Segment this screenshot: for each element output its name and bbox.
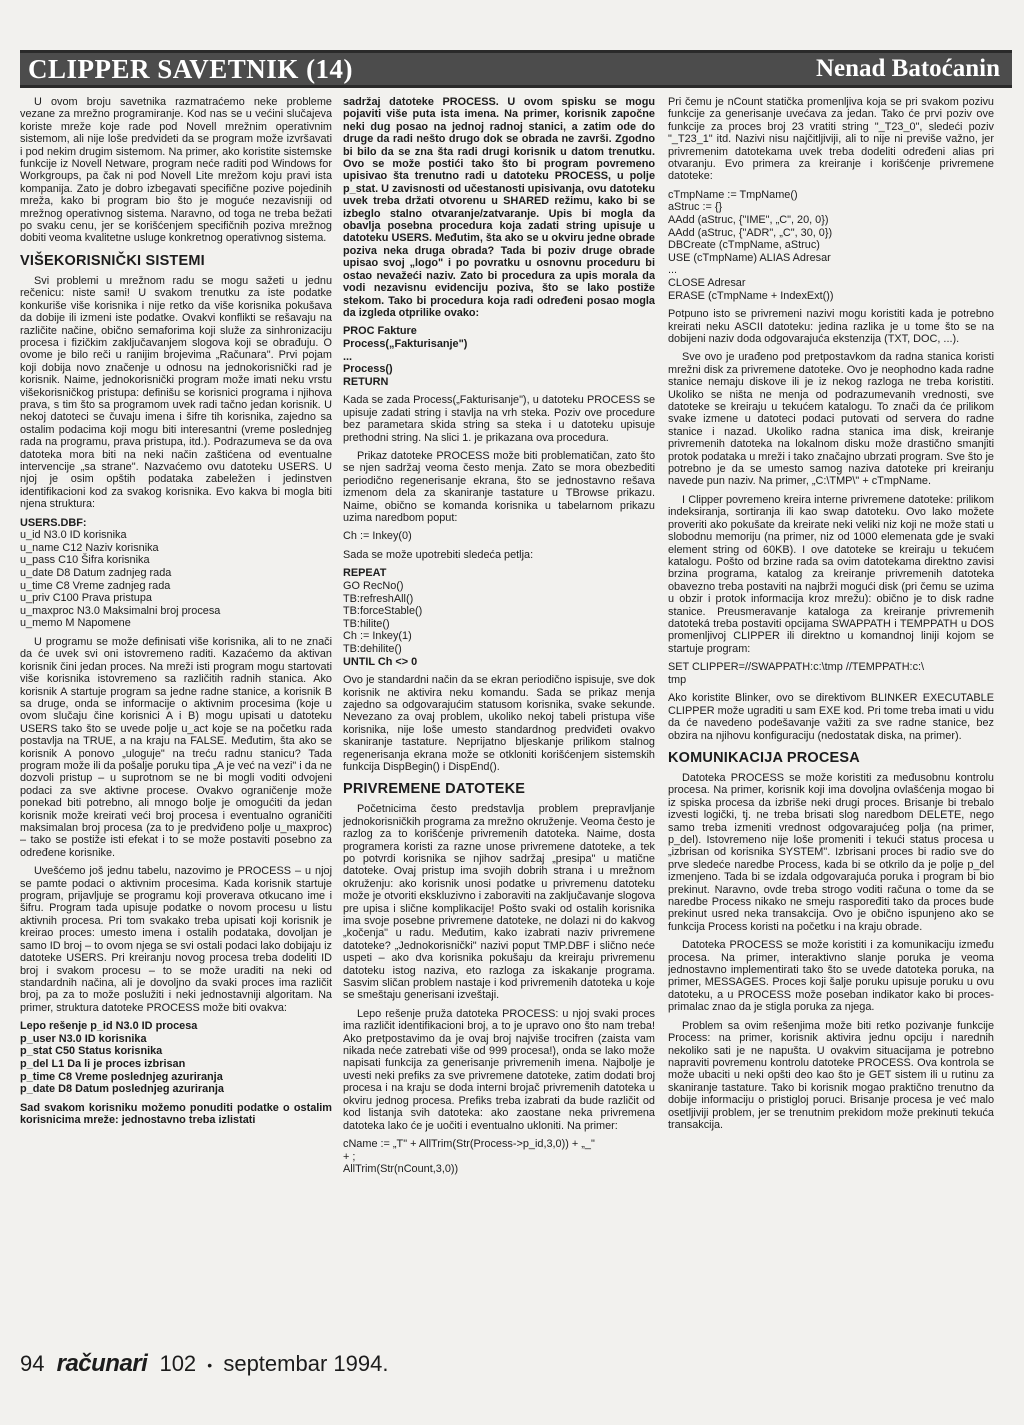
code-line: cName := „T" + AllTrim(Str(Process->p_id,3,0)) + „_" xyxy=(343,1137,595,1150)
paragraph: Sad svakom korisniku možemo ponuditi podatke o ostalim korisnicima mreže: jednostavno treba izlistati xyxy=(20,1101,332,1127)
paragraph: Sada se može upotrebiti sledeća petlja: xyxy=(343,548,534,561)
code-line: Process(„Fakturisanje") xyxy=(343,337,468,350)
paragraph: Prikaz datoteke PROCESS može biti problematičan, zato što se njen sadržaj veoma često menja. Zato se mora obezbediti periodično regenerisanje ekrana, što se jednostavno rešava izmenom dela za skaniranje tastature u TBrowse prikazu. Naime, obično se komanda korisnika u tabelarnom prikazu uzima naredbom poput: xyxy=(343,449,655,524)
code-line: u_time C8 Vreme zadnjeg rada xyxy=(20,579,171,592)
code-line: USERS.DBF: xyxy=(20,516,87,529)
code-line: AAdd (aStruc, {"ADR", „C", 30, 0}) xyxy=(668,226,833,239)
code-cname xyxy=(343,1138,655,1176)
code-line: u_id N3.0 ID korisnika xyxy=(20,529,127,542)
code-line: RETURN xyxy=(343,375,389,388)
section-heading-visekorisnicki: VIŠEKORISNIČKI SISTEMI xyxy=(20,252,205,269)
code-line: ... xyxy=(343,350,353,363)
paragraph: sadržaj datoteke PROCESS. U ovom spisku se mogu pojaviti više puta ista imena. Na primer, korisnik započne neki dug posao na jednoj radnoj stanici, a zatim ode do druge da radi nešto drugo dok se obrada ne završi. Zgodno bi bilo da se zna šta radi drugi korisnik u datom trenutku. Ovo se može postići tako što bi program povremeno upisivao šta trenutno radi u datoteku PROCESS, u polje p_stat. U zavisnosti od učestanosti upisivanja, ovu datoteku uvek treba držati otvorenu u SHARED režimu, kako bi se izbeglo stalno otvaranje/zatvaranje. Upis bi mogla da obavlja posebna procedura koja zadati string upisuje u datoteku USERS. Međutim, šta ako se u okviru jedne obrade poziva neka druga obrada? Tada bi poziv druge obrade upisao svoj „logo" i po povratku u osnovnu proceduru bi ostao nevažeći naziv. Zato bi procedura za upis morala da vodi nezavisnu evidenciju poziva, što se lako postiže stekom. Tako bi procedura koja radi određeni posao mogla da izgleda otprilike ovako: xyxy=(343,96,655,319)
code-line: Ch := Inkey(0) xyxy=(343,530,412,543)
code-line: u_memo M Napomene xyxy=(20,617,131,630)
code-proc-fakture xyxy=(343,325,655,388)
code-line: ERASE (cTmpName + IndexExt()) xyxy=(668,289,834,302)
code-line: + ; xyxy=(343,1150,356,1163)
code-line: tmp xyxy=(668,673,687,686)
code-line: u_priv C100 Prava pristupa xyxy=(20,592,152,605)
paragraph: Ovo je standardni način da se ekran periodično ispisuje, sve dok korisnik ne aktivira neku komandu. Sada se prikaz menja zajedno sa odgovarajućim statusom korisnika, svake sekunde. Nevezano za ovaj problem, ukoliko nekoj tabeli pristupa više korisnika, nije loše umesto standardnog predviđeti ovakvo skaniranje tastature. Neprijatno bljeskanje prilikom stalnog regenerisanja ekrana može se otkloniti korišćenjem sistemskih funkcija DispBegin() i DispEnd(). xyxy=(343,674,655,773)
article-banner xyxy=(20,50,1012,88)
code-line: u_pass C10 Šifra korisnika xyxy=(20,554,150,567)
code-line: UNTIL Ch <> 0 xyxy=(343,655,418,668)
code-line: USE (cTmpName) ALIAS Adresar xyxy=(668,251,831,264)
column-1 xyxy=(20,96,332,1316)
code-line: TB:refreshAll() xyxy=(343,592,414,605)
paragraph: Svi problemi u mrežnom radu se mogu sažeti u jednu rečenicu: niste sami! U svakom trenutku za iste podatke konkuriše više korisnika i nije retko da više korisnika pokušava da dobije ili izmeni iste podatke. Ovakvi konflikti se rešavaju na različite načine, obično semaforima koji služe za sinhronizaciju procesa i fizičkim zaključavanjem slogova koji se obrađuju. O ovome je bilo reči u ranijim brojevima „Računara". Prvi pojam koji dobija novo značenje u odnosu na jednokorisnički rad je korisnik. Naime, jednokorisnički program može imati neku vrstu višekorisničkog pristupa: definišu se korisnici programa i njihova prava, s tim što sa programom uvek radi tačno jedan korisnik. U nekoj datoteci se čuvaju imena i šifre tih korisnika, zajedno sa ostalim podacima koji mogu biti interesantni (vreme poslednjeg rada na programu, prava pristupa, itd.). Podrazumeva se da ova datoteka mora biti na neki način zaštićena od eventualne intervencije „sa strane". Nazvaćemo ovu datoteku USERS. U njoj je osim opštih podataka zabeležen i jedinstven identifikacioni kod za svakog korisnika. Evo kakva bi mogla biti njena struktura: xyxy=(20,274,332,511)
code-line: cTmpName := TmpName() xyxy=(668,188,798,201)
column-2 xyxy=(343,96,655,1316)
code-line: AllTrim(Str(nCount,3,0)) xyxy=(343,1163,459,1176)
code-tmpname xyxy=(668,189,994,302)
section-heading-komunikacija: KOMUNIKACIJA PROCESA xyxy=(668,749,860,766)
code-line: ... xyxy=(668,264,678,277)
section-heading-privremene: PRIVREMENE DATOTEKE xyxy=(343,781,526,798)
code-line: p_time C8 Vreme poslednjeg azuriranja xyxy=(20,1070,223,1083)
paragraph: Ako koristite Blinker, ovo se direktivom BLINKER EXECUTABLE CLIPPER može ugraditi u sam EXE kod. Pri tome treba imati u vidu da će navedeno podešavanje važiti za sve radne stanice, bez obzira na njihovu konfiguraciju (nedostatak diska, na primer). xyxy=(668,692,994,742)
code-line: u_maxproc N3.0 Maksimalni broj procesa xyxy=(20,604,221,617)
code-line: p_date D8 Datum poslednjeg azuriranja xyxy=(20,1083,224,1096)
code-users-structure xyxy=(20,517,332,630)
paragraph: I Clipper povremeno kreira interne privremene datoteke: prilikom indeksiranja, sortiranja ili kao swap datoteku. Ovo lako možete proveriti ako pokušate da kreirate neki veliki niz koji ne može stati u slobodnu memoriju (na primer, niz od 1000 elemenata gde je svaki element string od 60KB). I ove datoteke se kreiraju u tekućem katalogu. Pošto od brzine rada sa ovim datotekama direktno zavisi brzina programa, katalog za kreiranje privremenih datoteka obavezno treba postaviti na najbrži mogući disk (pri čemu se uzima u obzir i protok informacija kroz mrežu): obično je to disk radne stanice. Preusmeravanje kataloga za kreiranje privremenih datoteká treba postaviti opcijama SWAPPATH i TEMPPATH u DOS promenljivoj CLIPPER ili direktno u komandnoj liniji kojom se startuje program: xyxy=(668,493,994,655)
article-title: CLIPPER SAVETNIK (14) xyxy=(28,54,354,84)
code-repeat-loop xyxy=(343,567,655,668)
code-line: SET CLIPPER=//SWAPPATH:c:\tmp //TEMPPATH:c:\ xyxy=(668,661,925,674)
code-process-structure xyxy=(20,1020,332,1096)
code-set-clipper xyxy=(668,661,994,686)
article-author: Nenad Batoćanin xyxy=(815,55,1000,82)
paragraph: Lepo rešenje pruža datoteka PROCESS: u njoj svaki proces ima različit identifikacioni broj, a to je upravo ono što nam treba! Ako pretpostavimo da je ovaj broj najviše trocifren (zaista vam nikada neće zatrebati više od 999 procesa!), onda se lako može napisati funkcija za generisanje privremenih imena. Najbolje je uvesti neki prefiks za sve privremene datoteke, zatim dodati broj procesa i na kraju se doda interni brojač privremenih datoteka u okviru jednog procesa. Prefiks treba izabrati da bude različit od kod listanja svih datoteka: ako zaostane neka privremena datoteka lako će je uočiti i eventualno ukloniti. Na primer: xyxy=(343,1007,655,1132)
paragraph: Datoteka PROCESS se može koristiti i za komunikaciju između procesa. Na primer, interaktivno slanje poruka je veoma jednostavno implementirati tako što se uvede datoteka poruka, na primer, MESSAGES. Proces koji šalje poruku upisuje poruku u ovu datoteku, a u PROCESS može poseban indikator kako bi proces-primalac znao da je stigla poruka za njega. xyxy=(668,939,994,1014)
issue-date: septembar 1994. xyxy=(223,1351,389,1376)
code-line: TB:forceStable() xyxy=(343,605,423,618)
code-line: TB:hilite() xyxy=(343,617,390,630)
code-line: u_name C12 Naziv korisnika xyxy=(20,541,159,554)
paragraph: Problem sa ovim rešenjima može biti retko pozivanje funkcije Process: na primer, korisnik aktivira jednu opciju i narednih nekoliko sati je ne napušta. U ovakvim situacijama je potrebno napraviti povremenu kontrolu datoteke PROCESS. Ova kontrola se može ubaciti u neki opšti deo kao što je GET sistem ili u rutinu za skaniranje tastature. Tako bi korisnik mogao praktično trenutno da dobije informaciju o pristiglој poruci. Brisanje procesa je već malo osetljiviji problem, jer se trenutnim prekidom može prekinuti tekuća transakcija. xyxy=(668,1019,994,1131)
code-line: p_del L1 Da li je proces izbrisan xyxy=(20,1057,186,1070)
code-line: u_date D8 Datum zadnjeg rada xyxy=(20,566,172,579)
page-footer xyxy=(20,1350,620,1378)
paragraph: U programu se može definisati više korisnika, ali to ne znači da će uvek svi oni istovremeno raditi. Kazaćemo da aktivan korisnik čini jedan proces. Na mreži isti program mogu startovati više korisnika istovremeno sa različitih radnih stanica. Ako korisnik A startuje program sa jedne radne stanice, a korisnik B sa druge, onda se informacije o aktivnim procesima (koje u ovom slučaju čine korisnici A i B) mogu upisati u datoteku USERS tako što se uvede polje u_act koje se na početku rada postavlja na TRUE, a na kraju na FALSE. Međutim, šta ako se korisnik A ponovo „uloguje" na treću radnu stanicu? Tada program može ili da pošalje poruku tipa „A je već na vezi" i da ne dozvoli pristup – u suprotnom se ne bi mogli voditi odvojeni podaci za sve aktivne procese. Ovakvo ograničenje može ponekad biti potrebno, ali mnogo bolje je omogućiti da jedan korisnik može kreirati veći broj procesa i eventualno ograničiti maksimalan broj procesa (za to je predviđeno polje u_maxproc) – tako se postiže isti efekat i to se može postaviti posebno za određene korisnike. xyxy=(20,635,332,859)
code-line: DBCreate (cTmpName, aStruc) xyxy=(668,239,820,252)
issue-number: 102 xyxy=(159,1351,197,1376)
paragraph: Kada se zada Process(„Fakturisanje"), u datoteku PROCESS se upisuje zadati string i stavlja na vrh steka. Poziv ove procedure bez parametara skida string sa steka i u datoteku upisuje prethodni string. Na slici 1. je prikazana ova procedura. xyxy=(343,394,655,444)
code-line: CLOSE Adresar xyxy=(668,277,746,289)
paragraph: Sve ovo je urađeno pod pretpostavkom da radna stanica koristi mrežni disk za privremene datoteke. Ovo je neophodno kada radne stanice nemaju diskove ili je iz nekog razloga ne treba koristiti. Ukoliko se ništa ne menja od podrazumevanih vrednosti, sve datoteke se kreiraju u tekućem katalogu. To znači da će prilikom svake izmene u datoteci podaci putovati od servera do radne stanice i nazad. Ukoliko radna stanica ima disk, kreiranje privremenih datoteka na lokalnom disku može drastično smanjiti protok podataka u mreži i tako značajno ubrzati program. Sve što je potrebno je da se umesto samog naziva datoteke pri kreiranju navede pun naziv. Na primer, „C:\TMP\" + cTmpName. xyxy=(668,351,994,488)
code-inkey xyxy=(343,530,655,543)
intro-paragraph: U ovom broju savetnika razmatraćemo neke probleme vezane za mrežno programiranje. Kod nas se u većini slučajeva koriste mreže koje rade pod Novell mrežnim operativnim sistemom, ali nije loše predvideti da se program može izvršavati i pod nekim drugim sistemom. Na primer, ako koristite sistemske funkcije iz Novell Netware, program neće raditi pod Windows for Workgroups, pa čak ni pod Novell Lite mrežom koju pravi ista kompanija. Zato je dobro izbegavati specifične pozive pojedinih mreža, kako bi program bio što je moguće nezavisniji od mrežnog operativnog sistema. Naravno, od toga ne treba bežati po svaku cenu, jer se korišćenjem specifičnih poziva mrežnog dobiti veoma kvalitetne usluge konkretnog operativnog sistema. xyxy=(20,96,332,245)
code-line: p_user N3.0 ID korisnika xyxy=(20,1032,147,1045)
paragraph: Početnicima često predstavlja problem prepravljanje jednokorisničkih programa za mrežno okruženje. Veoma često je razlog za to korišćenje privremenih datoteka. Naime, dosta programera koristi za razne unose privremene datoteke, a tek po potvrdi korisnika se njihov sadržaj „presipa" u matične datoteke. Ovaj pristup ima svojih dobrih strana i u mrežnom okruženju: ako korisnik unosi podatke u privremenu datoteku može je otvoriti ekskluzivno i zaboraviti na zaključavanje slogova pre upisa i slične komplikacije! Pošto svaki od ostalih korisnika ima svoje posebne privremene datoteke, ne dolazi ni do kakvog „kočenja" u radu. Međutim, kako izabrati naziv privremene datoteke? „Jednokorisnički" nazivi poput TMP.DBF i slično neće uspeti – ako dva korisnika pokušaju da kreiraju privremenu datoteku istog naziva, eto razloga za iskakanje programa. Sasvim sličan problem nastaje i kod privremenih datoteka u koje se smeštaju generisani izveštaji. xyxy=(343,803,655,1002)
code-line: Process() xyxy=(343,363,393,376)
paragraph: Pri čemu je nCount statička promenljiva koja se pri svakom pozivu funkcije za generisanje uvećava za jedan. Tako će prvi poziv ove funkcije za proces broj 23 vratiti string "_T23_0", sledeći poziv "_T23_1" itd. Nazivi nisu najčitljiviji, ali to nije ni previše važno, jer privremenim datotekama uvek treba dodeliti određeni alias pri otvaranju. Evo primera za kreiranje i korišćenje privremene datoteke: xyxy=(668,96,994,183)
code-line: TB:dehilite() xyxy=(343,642,402,655)
code-line: AAdd (aStruc, {"IME", „C", 20, 0}) xyxy=(668,214,829,227)
code-line: Lepo rešenje p_id N3.0 ID procesa xyxy=(20,1020,198,1033)
code-line: p_stat C50 Status korisnika xyxy=(20,1045,163,1058)
code-line: REPEAT xyxy=(343,567,387,580)
paragraph: Uvešćemo još jednu tabelu, nazovimo je PROCESS – u njoj se pamte podaci o aktivnim procesima. Kada korisnik startuje program, prijavljuje se programu koji proverava otkucano ime i šifru. Program tada upisuje podatke o novom procesu u listu aktivnih procesa. Pri tom svakako treba upisati koji korisnik je kreirao proces: umesto imena i ostalih podataka, dovoljan je samo ID broj – to ovom njega se svi ostali podaci lako dobijaju iz datoteke USERS. Pri kreiranju novog procesa treba dodeliti ID broj i svakom procesu – to se može uraditi na neki od standardnih načina, ali je dovoljno da svaki proces ima različit broj, pa za to može poslužiti i neki jednostavniji algoritam. Na primer, struktura datoteke PROCESS može biti ovakva: xyxy=(20,865,332,1014)
code-line: GO RecNo() xyxy=(343,579,404,592)
bullet-separator: • xyxy=(207,1357,213,1374)
paragraph: Potpuno isto se privremeni nazivi mogu koristiti kada je potrebno kreirati neku ASCII datoteku: jedina razlika je u tome što se na dobijeni naziv doda odgovarajuća ekstenzija (TXT, DOC, ...). xyxy=(668,308,994,345)
paragraph: Datoteka PROCESS se može koristiti za međusobnu kontrolu procesa. Na primer, korisnik koji ima dovoljna ovlašćenja mogao bi iz spiska procesa da izbriše neki drugi proces. Brisanje bi trebalo izvesti logički, tj. ne treba brisati slog naredbom DELETE, nego samo treba izmeniti vrednost odgovarajućeg polja (na primer, p_del). Istovremeno nije loše promeniti i tekući status procesa u „izbrisan od korisnika SYSTEM". Izbrisani proces bi radio sve do prve sledeće naredbe Process, kada bi se otkrilo da je polje p_del izmenjeno. Tada bi se izdala odgovarajuća poruka i program bi bio prekinut. Naravno, ovde treba strogo voditi računa o tome da se naredbe Process nikako ne smeju raspoređiti tako da proces bude prekinut usred neka transakcija. Ovo je obično ispunjeno ako se funkcija Process koristi na početku i na kraju obrade. xyxy=(668,771,994,933)
column-3 xyxy=(668,96,994,1316)
code-line: aStruc := {} xyxy=(668,201,723,214)
magazine-logo: računari xyxy=(56,1350,148,1377)
code-line: Ch := Inkey(1) xyxy=(343,630,412,643)
code-line: PROC Fakture xyxy=(343,325,417,338)
page-number: 94 xyxy=(20,1351,45,1376)
